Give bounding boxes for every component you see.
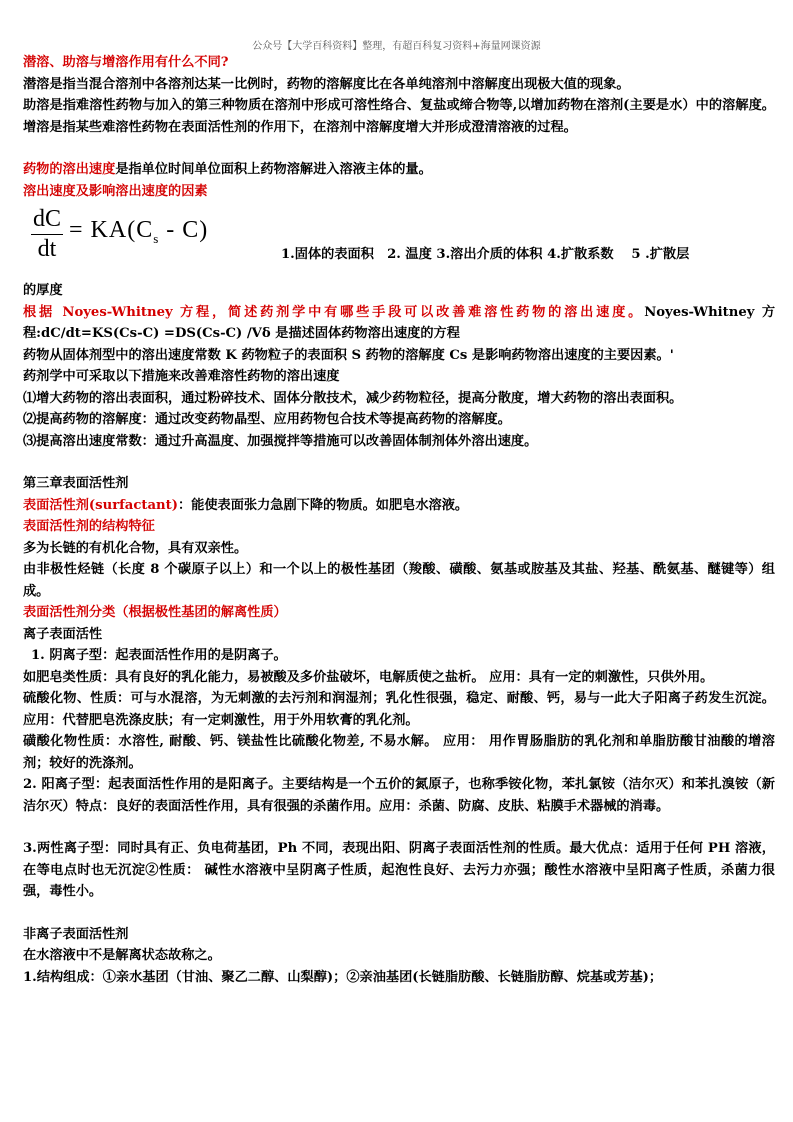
question-heading: 根据 Noyes-Whitney 方程，简述药剂学中有哪些手段可以改善难溶性药物的溶出速度。 bbox=[23, 304, 645, 320]
fraction bbox=[31, 206, 63, 263]
paragraph: 2. 阳离子型：起表面活性作用的是阳离子。主要结构是一个五价的氮原子，也称季铵化物，苯扎氯铵（洁尔灭）和苯扎溴铵（新洁尔灭）特点：良好的表面活性作用，具有很强的杀菌作用。应用：杀菌、防腐、皮肤、粘膜手术器械的消毒。 bbox=[23, 777, 775, 814]
paragraph: 1.结构组成：①亲水基团（甘油、聚乙二醇、山梨醇)；②亲油基团(长链脂肪酸、长链脂肪醇、烷基或芳基)； bbox=[23, 969, 663, 985]
paragraph bbox=[23, 302, 775, 345]
paragraph: 如肥皂类性质：具有良好的乳化能力，易被酸及多价盐破坏，电解质使之盐析。 应用：具有一定的刺激性，只供外用。 bbox=[23, 669, 714, 685]
term: 表面活性剂(surfactant) bbox=[23, 497, 178, 513]
paragraph: 3.两性离子型：同时具有正、负电荷基团，Ph 不同，表现出阳、阴离子表面活性剂的性质。最大优点：适用于任何 PH 溶液，在等电点时也无沉淀②性质： 碱性水溶液中呈阴离子性质，起泡性良好、去污力亦强；酸性水溶液中呈阳离子性质，杀菌力很强，毒性小。 bbox=[23, 841, 775, 899]
denominator: dt bbox=[37, 236, 57, 262]
subheading: 非离子表面活性剂 bbox=[23, 926, 129, 942]
paragraph: 药剂学中可采取以下措施来改善难溶性药物的溶出速度 bbox=[23, 369, 340, 384]
chapter-title: 第三章表面活性剂 bbox=[23, 476, 129, 491]
list-item: ⑴增大药物的溶出表面积，通过粉碎技术、固体分散技术，减少药物粒径，提高分散度，增大药物的溶出表面积。 bbox=[23, 390, 683, 406]
paragraph: 药物从固体剂型中的溶出速度常数 K 药物粒子的表面积 S 药物的溶解度 Cs 是影响药物溶出速度的主要因素。' bbox=[23, 347, 674, 363]
paragraph: 在水溶液中不是解离状态故称之。 bbox=[23, 948, 221, 963]
formula-rhs bbox=[69, 216, 209, 249]
formula-row bbox=[23, 202, 775, 280]
spacer bbox=[23, 138, 775, 159]
paragraph bbox=[23, 159, 775, 181]
section-heading: 表面活性剂分类（根据极性基团的解离性质） bbox=[23, 605, 287, 620]
rhs-main: = KA(C bbox=[69, 216, 154, 243]
list-item: ⑶提高溶出速度常数：通过升高温度、加强搅拌等措施可以改善固体制剂体外溶出速度。 bbox=[23, 433, 538, 449]
paragraph: 多为长链的有机化合物，具有双亲性。 bbox=[23, 540, 248, 556]
spacer bbox=[23, 903, 775, 924]
paragraph: 由非极性烃链（长度 8 个碳原子以上）和一个以上的极性基团（羧酸、磺酸、氨基或胺基及其盐、羟基、酰氨基、醚键等）组成。 bbox=[23, 562, 775, 599]
rhs-sub: s bbox=[153, 230, 160, 246]
section-heading: 溶出速度及影响溶出速度的因素 bbox=[23, 183, 208, 199]
factor-list: 1.固体的表面积 2. 温度 3.溶出介质的体积 4.扩散系数 5 .扩散层 bbox=[281, 247, 690, 262]
noyes-whitney-formula bbox=[31, 206, 208, 263]
spacer bbox=[23, 452, 775, 473]
rhs-end: - C) bbox=[159, 216, 209, 243]
numerator: dC bbox=[31, 206, 63, 235]
subheading: 离子表面活性 bbox=[23, 626, 103, 642]
definition: ：能使表面张力急剧下降的物质。如肥皂水溶液。 bbox=[177, 497, 469, 513]
paragraph: 的厚度 bbox=[23, 283, 63, 298]
term: 药物的溶出速度 bbox=[23, 162, 116, 177]
page-header: 公众号【大学百科资料】整理，有超百科复习资料+海量网课资源 bbox=[252, 41, 541, 52]
section-heading: 潜溶、助溶与增溶作用有什么不同? bbox=[23, 55, 229, 70]
list-item: ⑵提高药物的溶解度：通过改变药物晶型、应用药物包合技术等提高药物的溶解度。 bbox=[23, 412, 511, 427]
paragraph: 助溶是指难溶性药物与加入的第三种物质在溶剂中形成可溶性络合、复盐或缔合物等,以增加药物在溶剂(主要是水）中的溶解度。增溶是指某些难溶性药物在表面活性剂的作用下，在溶剂中溶解度增大并形成澄清溶液的过程。 bbox=[23, 98, 775, 135]
document-body bbox=[23, 52, 775, 988]
paragraph: 潜溶是指当混合溶剂中各溶剂达某一比例时，药物的溶解度比在各单纯溶剂中溶解度出现极大值的现象。 bbox=[23, 76, 630, 92]
section-heading: 表面活性剂的结构特征 bbox=[23, 519, 155, 534]
paragraph: 硫酸化物、性质：可与水混溶，为无刺激的去污剂和润湿剂；乳化性很强，稳定、耐酸、钙，易与一此大子阳离子药发生沉淀。 应用：代替肥皂洗涤皮肤；有一定刺激性，用于外用软膏的乳化剂。 bbox=[23, 691, 775, 728]
paragraph bbox=[23, 495, 775, 517]
paragraph: 磺酸化物性质：水溶性, 耐酸、钙、镁盐性比硫酸化物差, 不易水解。 应用： 用作胃肠脂肪的乳化剂和单脂肪酸甘油酸的增溶剂；较好的洗涤剂。 bbox=[23, 734, 775, 771]
spacer bbox=[23, 817, 775, 838]
definition: 是指单位时间单位面积上药物溶解进入溶液主体的量。 bbox=[115, 162, 432, 177]
answer-text: Noyes-Whitney 方程:dC/dt=KS(Cs-C) =DS(Cs-C) /Vδ 是描述固体药物溶出速度的方程 bbox=[23, 304, 776, 341]
subheading: 1. 阴离子型：起表面活性作用的是阴离子。 bbox=[31, 648, 287, 663]
